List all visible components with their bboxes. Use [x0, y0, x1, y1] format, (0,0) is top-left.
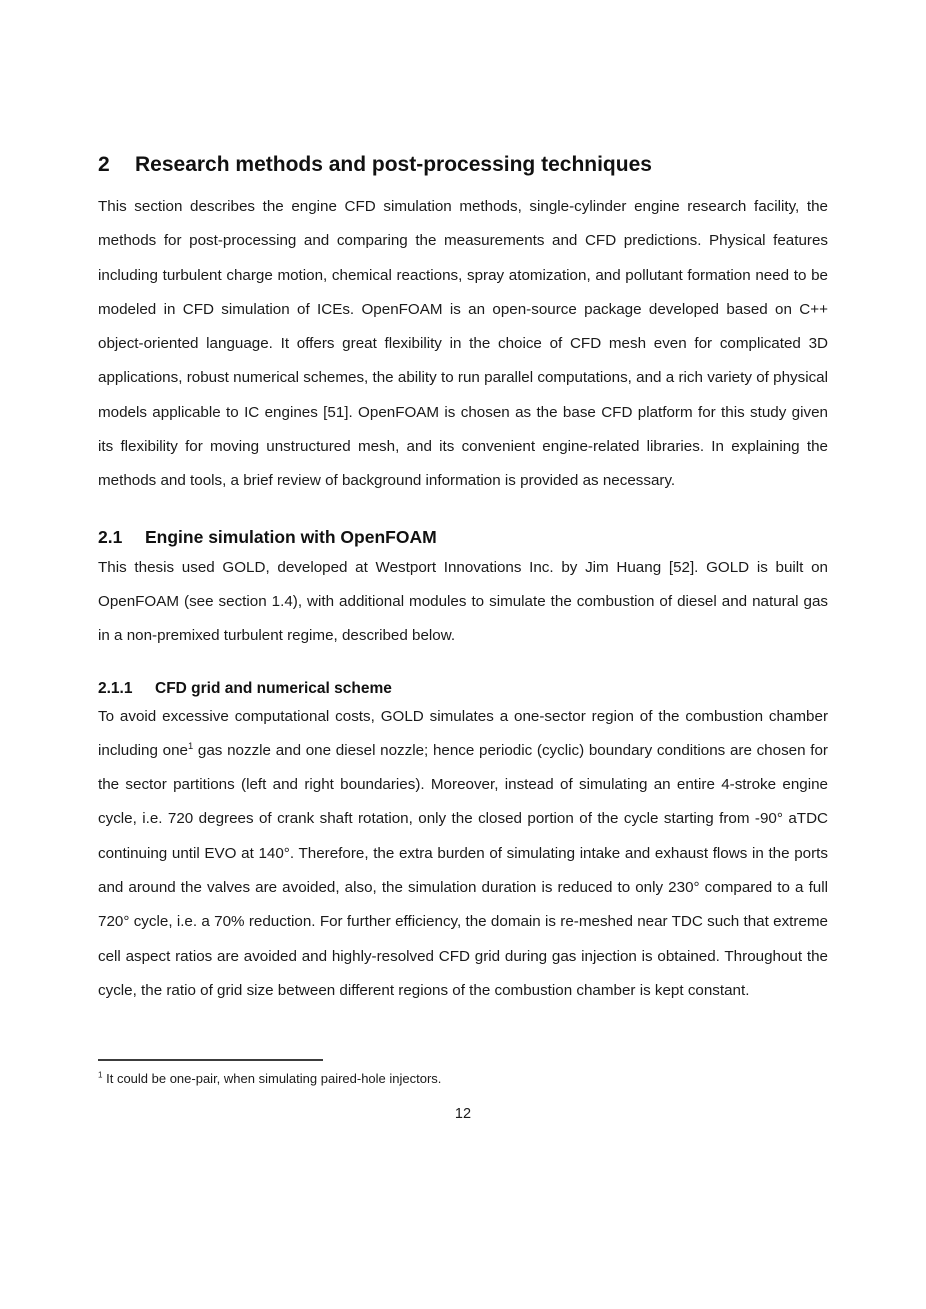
- page-number: 12: [454, 1106, 472, 1123]
- footnote-reference-mark: 1: [187, 739, 194, 751]
- subsubsection-number: 2.1.1: [98, 679, 133, 697]
- footnote-text: It could be one-pair, when simulating paired-hole injectors.: [106, 1071, 442, 1087]
- subsubsection-heading-2-1-1: [98, 678, 828, 700]
- subsubsection-title: CFD grid and numerical scheme: [155, 679, 392, 697]
- section-number: 2: [98, 153, 110, 176]
- section-title: Research methods and post-processing techniques: [135, 153, 652, 176]
- footnote: [98, 1069, 828, 1089]
- subsection-title: Engine simulation with OpenFOAM: [145, 526, 437, 547]
- paragraph-cfd-grid: [98, 700, 828, 1009]
- subsection-number: 2.1: [98, 526, 123, 547]
- page-content: [98, 0, 828, 1125]
- paragraph-cfd-grid-text-before: To avoid excessive computational costs, GOLD simulates a one-sector region of the combustion chamber including one: [98, 707, 828, 759]
- paragraph-gold: This thesis used GOLD, developed at Westport Innovations Inc. by Jim Huang [52]. GOLD is built on OpenFOAM (see section 1.4), with additional modules to simulate the combustion of diesel and natural gas in a non-premixed turbulent regime, described below.: [98, 558, 828, 645]
- footnote-separator: [98, 1059, 323, 1061]
- paragraph-cfd-grid-text-after: gas nozzle and one diesel nozzle; hence periodic (cyclic) boundary conditions are chosen for the sector partitions (left and right boundaries). Moreover, instead of simulating an entire 4-stroke engine cycle, i.e. 720 degrees of crank shaft rotation, only the closed portion of the cycle starting from -90° aTDC continuing until EVO at 140°. Therefore, the extra burden of simulating intake and exhaust flows in the ports and around the valves are avoided, also, the simulation duration is reduced to only 230° compared to a full 720° cycle, i.e. a 70% reduction. For further efficiency, the domain is re-meshed near TDC such that extreme cell aspect ratios are avoided and highly-resolved CFD grid during gas injection is obtained. Throughout the cycle, the ratio of grid size between different regions of the combustion chamber is kept constant.: [98, 741, 828, 999]
- footnote-marker: 1: [98, 1070, 103, 1080]
- subsection-heading-2-1: [98, 525, 828, 549]
- section-heading-2: [98, 150, 828, 180]
- paragraph-intro: This section describes the engine CFD simulation methods, single-cylinder engine research facility, the methods for post-processing and comparing the measurements and CFD predictions. Physical features including turbulent charge motion, chemical reactions, spray atomization, and pollutant formation need to be modeled in CFD simulation of ICEs. OpenFOAM is an open-source package developed based on C++ object-oriented language. It offers great flexibility in the choice of CFD mesh even for complicated 3D applications, robust numerical schemes, the ability to run parallel computations, and a rich variety of physical models applicable to IC engines [51]. OpenFOAM is chosen as the base CFD platform for this study given its flexibility for moving unstructured mesh, and its convenient engine-related libraries. In explaining the methods and tools, a brief review of background information is provided as necessary.: [98, 198, 828, 490]
